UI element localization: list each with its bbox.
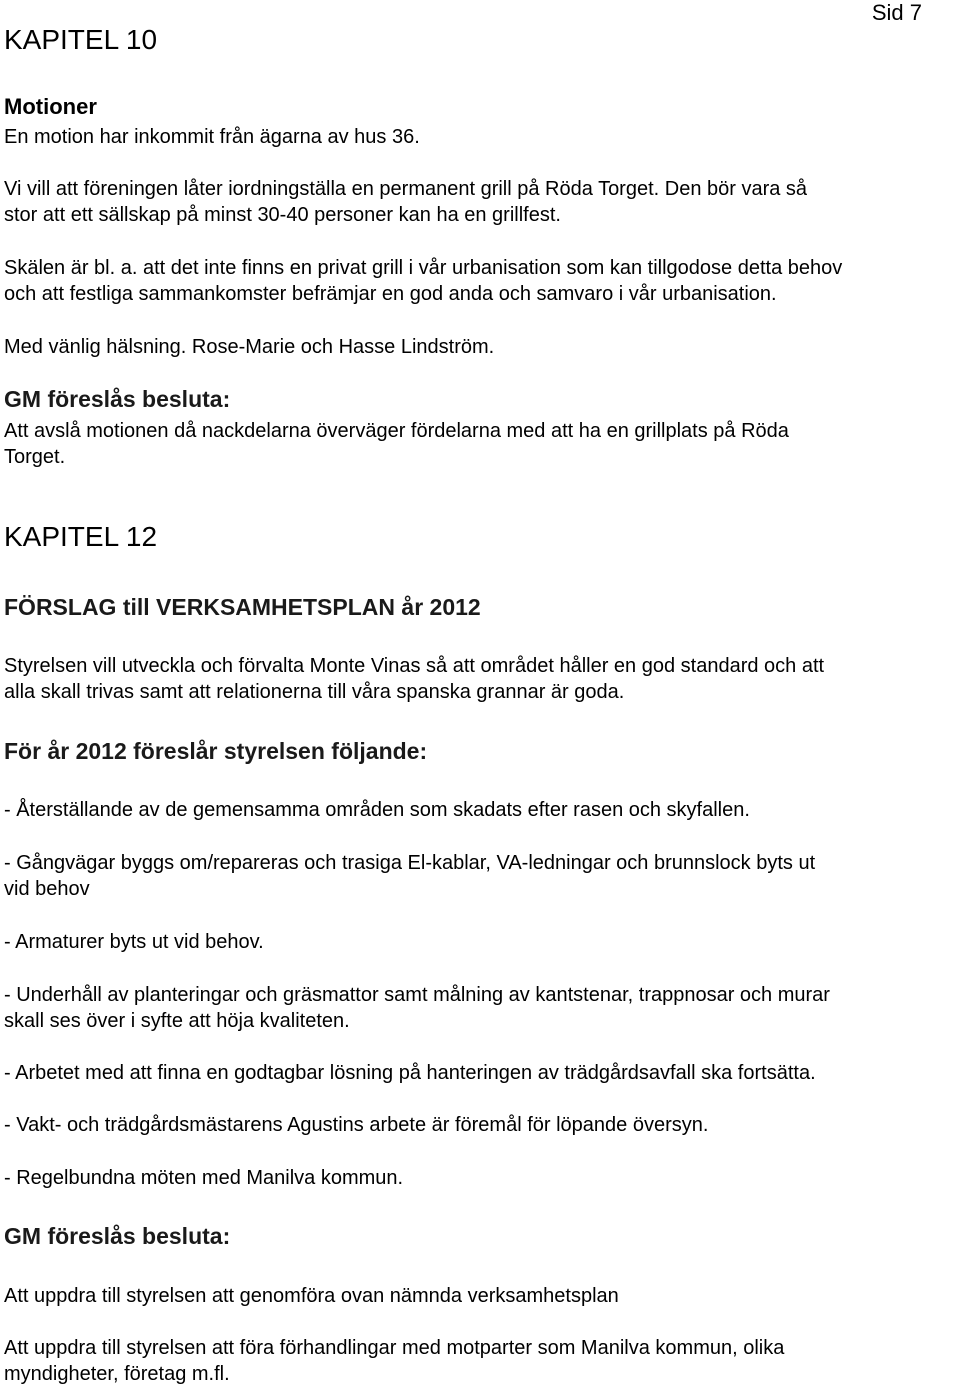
motion-para1-line2: stor att ett sällskap på minst 30-40 personer kan ha en grillfest. (4, 204, 561, 226)
motion-greeting: Med vänlig hälsning. Rose-Marie och Hasse Lindström. (4, 336, 495, 358)
plan-item-4-line2: skall ses över i syfte att höja kvaliteten. (4, 1010, 350, 1032)
motion-para2-line1: Skälen är bl. a. att det inte finns en privat grill i vår urbanisation som kan tillgodose detta behov (4, 257, 843, 279)
plan-item-7: - Regelbundna möten med Manilva kommun. (4, 1167, 404, 1189)
plan-intro-line1: Styrelsen vill utveckla och förvalta Monte Vinas så att området håller en god standard och att (4, 655, 825, 677)
gm-heading-chapter10: GM föreslås besluta: (4, 386, 231, 412)
motioner-heading: Motioner (4, 94, 97, 119)
motion-decision-line1: Att avslå motionen då nackdelarna överväger fördelarna med att ha en grillplats på Röda (4, 420, 789, 442)
plan-item-6: - Vakt- och trädgårdsmästarens Agustins arbete är föremål för löpande översyn. (4, 1114, 709, 1136)
plan-item-1: - Återställande av de gemensamma områden som skadats efter rasen och skyfallen. (4, 799, 750, 821)
plan-decision-2-line1: Att uppdra till styrelsen att föra förhandlingar med motparter som Manilva kommun, olika (4, 1337, 785, 1359)
plan-intro-line2: alla skall trivas samt att relationerna till våra spanska grannar är goda. (4, 681, 625, 703)
motion-para1-line1: Vi vill att föreningen låter iordningställa en permanent grill på Röda Torget. Den bör vara så (4, 178, 808, 200)
chapter-12-title: KAPITEL 12 (4, 521, 158, 552)
motion-decision-line2: Torget. (4, 446, 66, 468)
page-number: Sid 7 (871, 0, 922, 25)
plan-item-2-line1: - Gångvägar byggs om/repareras och trasiga El-kablar, VA-ledningar och brunnslock byts ut (4, 852, 816, 874)
plan-decision-2-line2: myndigheter, företag m.fl. (4, 1363, 230, 1385)
plan-item-4-line1: - Underhåll av planteringar och gräsmattor samt målning av kantstenar, trappnosar och murar (4, 984, 830, 1006)
motion-intro: En motion har inkommit från ägarna av hus 36. (4, 126, 420, 148)
verksamhetsplan-heading: FÖRSLAG till VERKSAMHETSPLAN år 2012 (4, 594, 481, 620)
plan-item-2-line2: vid behov (4, 878, 90, 900)
plan-item-5: - Arbetet med att finna en godtagbar lösning på hanteringen av trädgårdsavfall ska fortsätta. (4, 1062, 816, 1084)
chapter-10-title: KAPITEL 10 (4, 24, 158, 55)
gm-heading-chapter12: GM föreslås besluta: (4, 1223, 231, 1249)
plan-decision-1: Att uppdra till styrelsen att genomföra ovan nämnda verksamhetsplan (4, 1285, 619, 1307)
proposal-heading: För år 2012 föreslår styrelsen följande: (4, 738, 428, 764)
plan-item-3: - Armaturer byts ut vid behov. (4, 931, 264, 953)
motion-para2-line2: och att festliga sammankomster befrämjar en god anda och samvaro i vår urbanisation. (4, 283, 777, 305)
